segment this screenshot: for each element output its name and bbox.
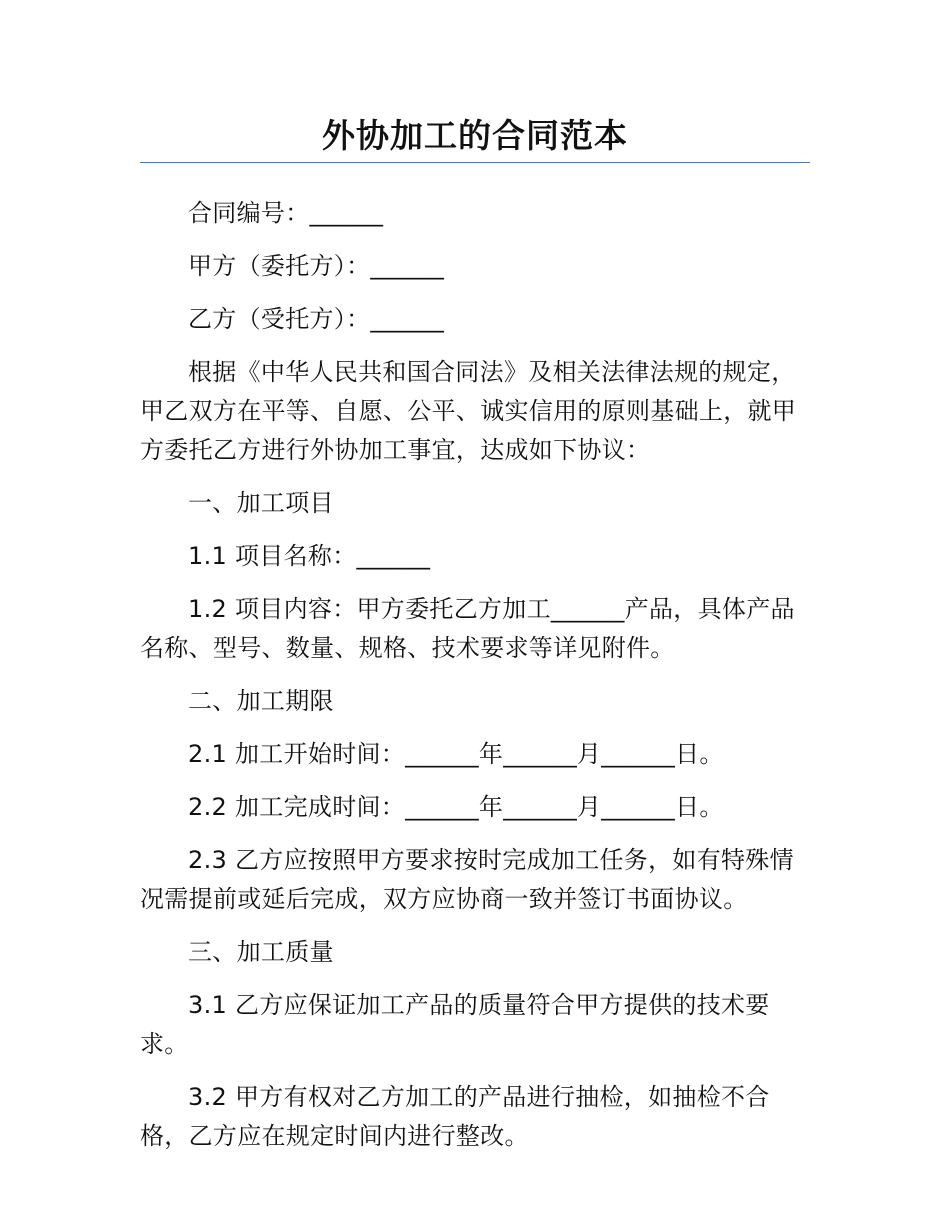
clause-3-2: 3.2 甲方有权对乙方加工的产品进行抽检，如抽检不合格，乙方应在规定时间内进行整改。 <box>140 1083 770 1150</box>
clause-1-1: 1.1 项目名称：______ <box>188 542 431 570</box>
clause-2-1: 2.1 加工开始时间：______年______月______日。 <box>188 740 724 768</box>
party-b-line: 乙方（受托方）：______ <box>188 305 445 333</box>
clause-3-1: 3.1 乙方应保证加工产品的质量符合甲方提供的技术要求。 <box>140 991 770 1058</box>
section-heading-1: 一、加工项目 <box>188 489 334 517</box>
document-body <box>140 194 812 1170</box>
title-underline <box>140 162 810 163</box>
document-title: 外协加工的合同范本 <box>322 116 628 155</box>
section-heading-3: 三、加工质量 <box>188 938 334 966</box>
section-heading-2: 二、加工期限 <box>188 687 334 715</box>
clause-2-3: 2.3 乙方应按照甲方要求按时完成加工任务，如有特殊情况需提前或延后完成，双方应协商一致并签订书面协议。 <box>140 846 794 913</box>
party-a-line: 甲方（委托方）：______ <box>188 252 445 280</box>
clause-1-2: 1.2 项目内容：甲方委托乙方加工______产品，具体产品名称、型号、数量、规格、技术要求等详见附件。 <box>140 595 795 662</box>
contract-number-line: 合同编号：______ <box>188 199 384 227</box>
clause-2-2: 2.2 加工完成时间：______年______月______日。 <box>188 793 724 821</box>
preamble-paragraph: 根据《中华人民共和国合同法》及相关法律法规的规定，甲乙双方在平等、自愿、公平、诚实信用的原则基础上，就甲方委托乙方进行外协加工事宜，达成如下协议： <box>140 358 797 464</box>
